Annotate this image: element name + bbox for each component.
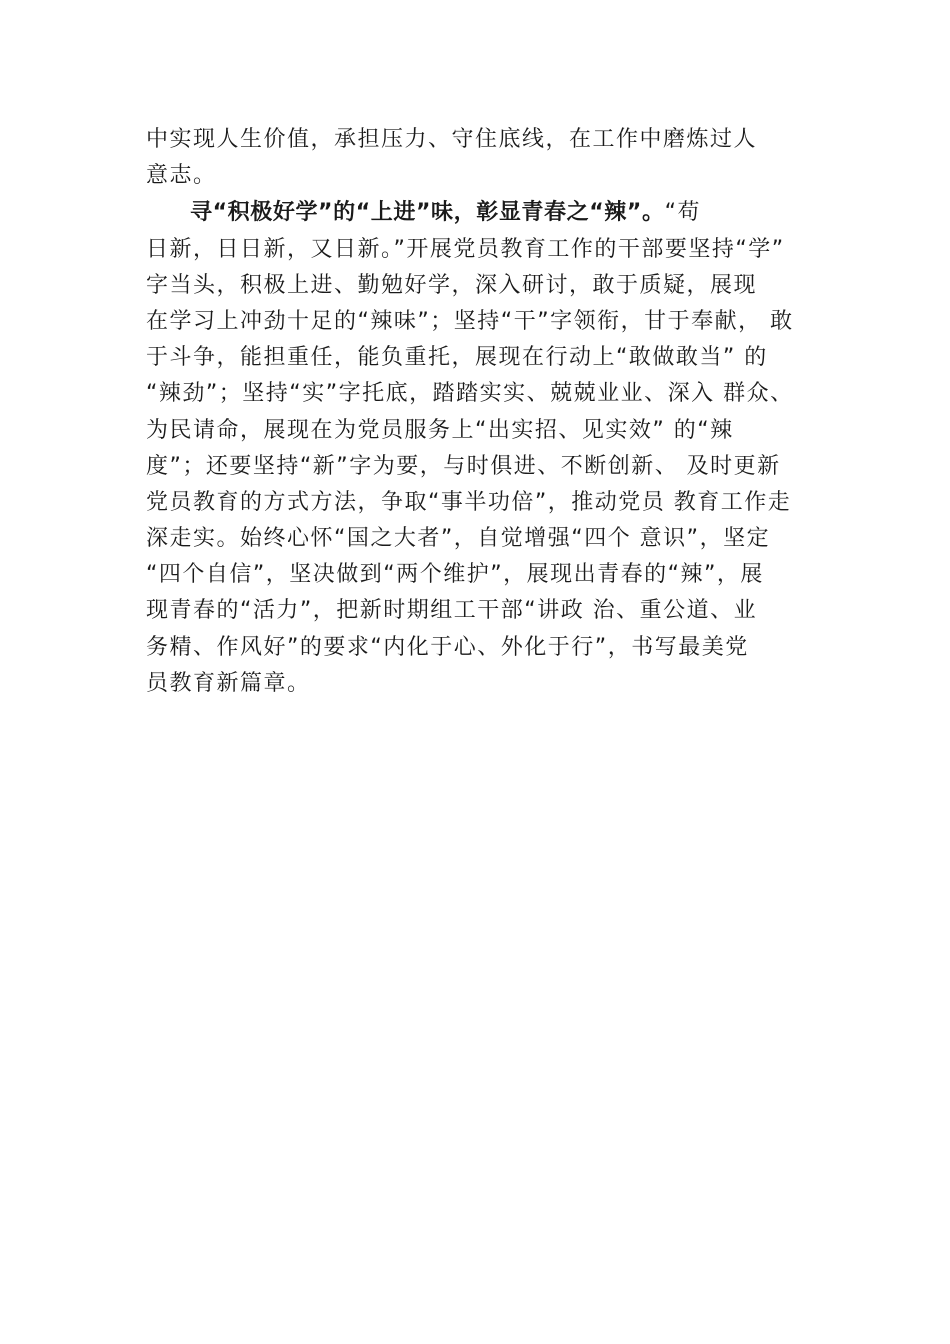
paragraph-heading-line xyxy=(146,195,846,231)
text-line: 在学习上冲劲十足的“辣味”；坚持“干”字领衔，甘于奉献， 敢 xyxy=(146,308,794,334)
text-line: 意志。 xyxy=(146,163,217,189)
text-line: 现青春的“活力”，把新时期组工干部“讲政 治、重公道、业 xyxy=(146,598,758,624)
text-line: 于斗争，能担重任，能负重托，展现在行动上“敢做敢当” 的 xyxy=(146,345,768,371)
bold-lead-sentence: 寻“积极好学”的“上进”味，彰显青春之“辣”。 xyxy=(190,200,665,226)
text-line: 字当头，积极上进、勤勉好学，深入研讨，敢于质疑，展现 xyxy=(146,272,758,298)
text-line: “四个自信”，坚决做到“两个维护”，展现出青春的“辣”，展 xyxy=(146,562,764,588)
text-line: 务精、作风好”的要求“内化于心、外化于行”，书写最美党 xyxy=(146,634,749,660)
text-line: 深走实。始终心怀“国之大者”，自觉增强“四个 意识”，坚定 xyxy=(146,526,771,552)
text-line: 员教育新篇章。 xyxy=(146,670,311,696)
text-line: 中实现人生价值，承担压力、守住底线，在工作中磨炼过人 xyxy=(146,127,758,152)
document-body xyxy=(146,122,846,702)
text-line: 度”；还要坚持“新”字为要，与时俱进、不断创新、 及时更新 xyxy=(146,453,781,479)
first-line-rest: “苟 xyxy=(664,200,701,226)
text-line: 为民请命，展现在为党员服务上“出实招、见实效” 的“辣 xyxy=(146,417,734,443)
text-line: 日新，日日新，又日新。”开展党员教育工作的干部要坚持“学” xyxy=(146,236,785,262)
text-line: “辣劲”；坚持“实”字托底，踏踏实实、兢兢业业、深入 群众、 xyxy=(146,381,794,407)
text-line: 党员教育的方式方法，争取“事半功倍”，推动党员 教育工作走 xyxy=(146,489,792,515)
